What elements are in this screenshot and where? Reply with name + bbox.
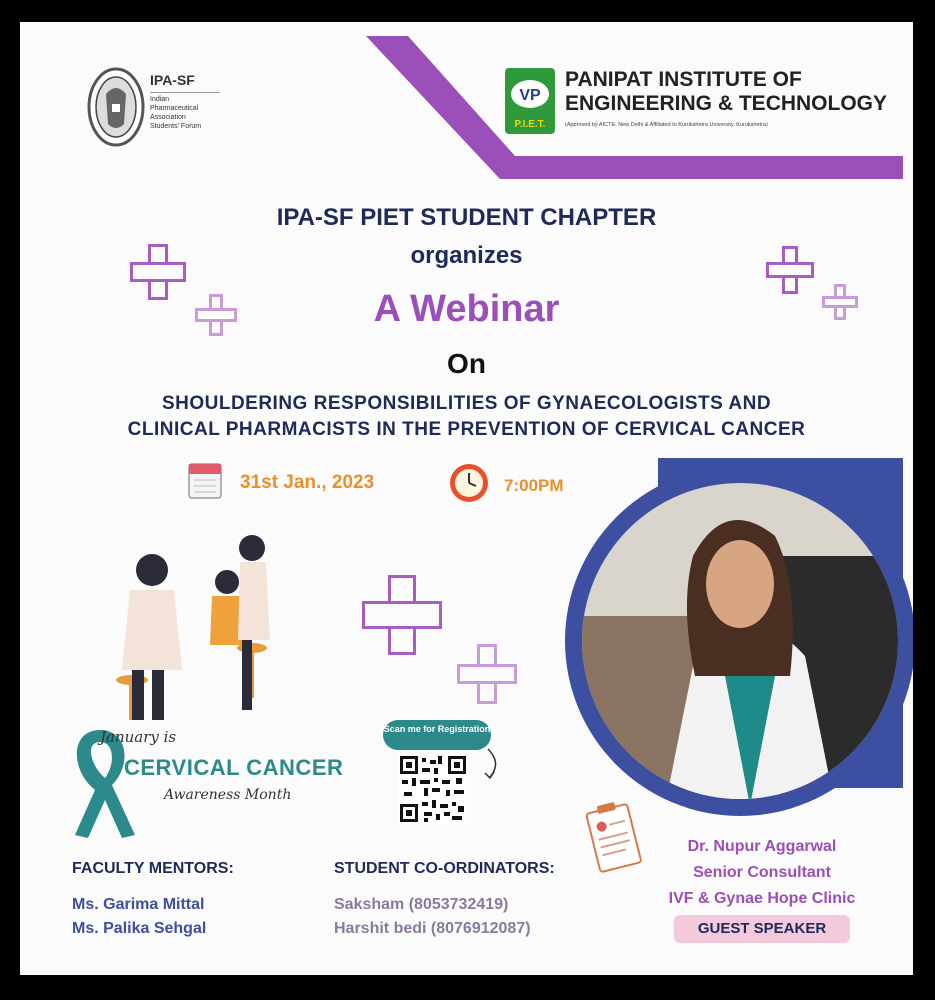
plus-decor-icon [130, 244, 186, 300]
ipasf-line2: Pharmaceutical [150, 105, 199, 112]
piet-logo [505, 68, 905, 138]
speaker-org: IVF & Gynae Hope Clinic [668, 890, 856, 907]
webinar-title: A Webinar [373, 288, 560, 330]
calendar-icon [186, 458, 226, 502]
awareness-line2: CERVICAL CANCER [124, 755, 344, 780]
webinar-poster [20, 22, 913, 975]
ipasf-divider [150, 92, 220, 93]
speaker-title: Senior Consultant [693, 864, 831, 881]
student-contact: Harshit bedi (8076912087) [334, 920, 531, 937]
on-text: On [447, 348, 486, 379]
ipasf-logo [86, 64, 246, 154]
students-heading: STUDENT CO-ORDINATORS: [334, 860, 555, 877]
plus-decor-icon [766, 246, 814, 294]
ipasf-abbr: IPA-SF [150, 72, 195, 88]
event-date: 31st Jan., 2023 [240, 472, 375, 493]
piet-title-line2: ENGINEERING & TECHNOLOGY [565, 92, 888, 115]
ipasf-emblem-icon [86, 64, 146, 150]
organizes-text: organizes [410, 242, 523, 269]
faculty-heading: FACULTY MENTORS: [72, 860, 234, 877]
topic-line1: SHOULDERING RESPONSIBILITIES OF GYNAECOLOGISTS AND [161, 393, 772, 414]
plus-decor-icon [457, 644, 517, 704]
faculty-name: Ms. Palika Sehgal [72, 920, 207, 937]
awareness-line3: Awareness Month [164, 787, 292, 803]
piet-subtitle: (Approved by AICTE, New Delhi & Affiliated to Kurukshetra University, Kurukshetra) [565, 122, 768, 128]
organizer-title: IPA-SF PIET STUDENT CHAPTER [276, 204, 657, 231]
speaker-photo [575, 476, 905, 806]
piet-emblem-tag: P.I.E.T. [514, 119, 546, 130]
clock-icon [448, 462, 490, 504]
curved-arrow-icon [474, 747, 504, 781]
topic-line2: CLINICAL PHARMACISTS IN THE PREVENTION OF CERVICAL CANCER [127, 419, 806, 440]
ipasf-fullname [150, 95, 201, 131]
ipasf-line4: Students' Forum [150, 123, 202, 130]
doctor-child-illustration [92, 530, 292, 735]
speaker-name: Dr. Nupur Aggarwal [687, 838, 837, 855]
plus-decor-icon [822, 284, 858, 320]
clipboard-icon [585, 800, 643, 878]
qr-label: Scan me for Registration [383, 720, 491, 750]
faculty-name: Ms. Garima Mittal [72, 896, 205, 913]
piet-emblem-letters: VP [519, 87, 541, 104]
plus-decor-icon [362, 575, 442, 655]
awareness-line1: January is [100, 728, 177, 746]
piet-title-line1: PANIPAT INSTITUTE OF [565, 68, 802, 91]
ipasf-line1: Indian [150, 96, 170, 103]
event-time: 7:00PM [504, 476, 564, 495]
ipasf-line3: Association [150, 114, 186, 121]
plus-decor-icon [195, 294, 237, 336]
registration-qr-code[interactable] [398, 754, 468, 824]
student-contact: Saksham (8053732419) [334, 896, 509, 913]
guest-speaker-badge: GUEST SPEAKER [674, 915, 850, 943]
piet-emblem-icon [505, 68, 555, 134]
